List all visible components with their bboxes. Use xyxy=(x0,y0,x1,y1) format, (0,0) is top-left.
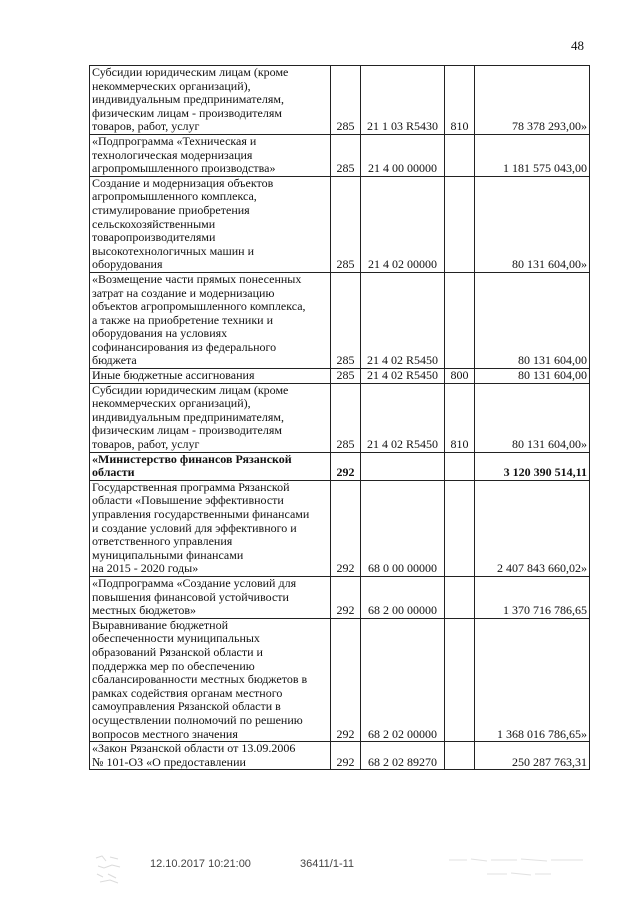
table-row xyxy=(90,383,590,452)
row-name: Создание и модернизация объектов агропромышленного комплекса, стимулирование приобретения сельскохозяйственными товаропроизводителями высокотехнологичных машин и оборудования xyxy=(90,176,331,272)
row-department-code: 285 xyxy=(331,272,361,368)
table-row xyxy=(90,272,590,368)
budget-table xyxy=(89,65,590,770)
row-target-article: 21 4 02 R5450 xyxy=(361,383,445,452)
row-amount: 78 378 293,00» xyxy=(475,66,590,135)
row-expense-type: 810 xyxy=(445,66,475,135)
row-department-code: 285 xyxy=(331,383,361,452)
row-name: Субсидии юридическим лицам (кроме некоммерческих организаций), индивидуальным предпринимателям, физическим лицам - производителям товаров, работ, услуг xyxy=(90,66,331,135)
row-amount: 1 181 575 043,00 xyxy=(475,134,590,176)
row-department-code: 285 xyxy=(331,134,361,176)
row-name: «Подпрограмма «Создание условий для повышения финансовой устойчивости местных бюджетов» xyxy=(90,576,331,618)
row-department-code: 292 xyxy=(331,480,361,576)
table-row-ministry xyxy=(90,452,590,480)
row-target-article: 68 2 02 00000 xyxy=(361,618,445,741)
row-target-article: 21 4 02 R5450 xyxy=(361,369,445,384)
row-department-code: 292 xyxy=(331,742,361,770)
row-name: «Возмещение части прямых понесенных затрат на создание и модернизацию объектов агропромышленного комплекса, а также на приобретение техники и оборудования на условиях софинансирования из федерального бюджета xyxy=(90,272,331,368)
footer-document-id: 36411/1-11 xyxy=(300,858,355,870)
row-department-code: 285 xyxy=(331,66,361,135)
row-name: Государственная программа Рязанской области «Повышение эффективности управления государственными финансами и создание условий для эффективного и ответственного управления муниципальными финансами на 2015 - 2020 годы» xyxy=(90,480,331,576)
row-name: Субсидии юридическим лицам (кроме некоммерческих организаций), индивидуальным предпринимателям, физическим лицам - производителям товаров, работ, услуг xyxy=(90,383,331,452)
footer-timestamp: 12.10.2017 10:21:00 xyxy=(150,858,251,870)
row-amount: 1 368 016 786,65» xyxy=(475,618,590,741)
page-number: 48 xyxy=(571,38,584,53)
row-expense-type xyxy=(445,618,475,741)
row-department-code: 285 xyxy=(331,176,361,272)
row-expense-type xyxy=(445,176,475,272)
table-row xyxy=(90,618,590,741)
table-row xyxy=(90,742,590,770)
row-expense-type xyxy=(445,576,475,618)
row-amount: 2 407 843 660,02» xyxy=(475,480,590,576)
row-department-code: 292 xyxy=(331,452,361,480)
table-row xyxy=(90,134,590,176)
row-target-article: 68 2 02 89270 xyxy=(361,742,445,770)
row-department-code: 292 xyxy=(331,618,361,741)
row-target-article: 21 4 02 R5450 xyxy=(361,272,445,368)
row-amount: 1 370 716 786,65 xyxy=(475,576,590,618)
row-department-code: 292 xyxy=(331,576,361,618)
row-expense-type xyxy=(445,272,475,368)
row-name: Иные бюджетные ассигнования xyxy=(90,369,331,384)
row-department-code: 285 xyxy=(331,369,361,384)
row-amount: 250 287 763,31 xyxy=(475,742,590,770)
row-name: «Министерство финансов Рязанской области xyxy=(90,452,331,480)
row-expense-type xyxy=(445,452,475,480)
row-amount: 80 131 604,00 xyxy=(475,369,590,384)
row-target-article: 21 1 03 R5430 xyxy=(361,66,445,135)
row-name: Выравнивание бюджетной обеспеченности муниципальных образований Рязанской области и поддержка мер по обеспечению сбалансированности местных бюджетов в рамках содействия органам местного самоуправления Рязанской области в осуществлении полномочий по решению вопросов местного значения xyxy=(90,618,331,741)
row-target-article: 21 4 02 00000 xyxy=(361,176,445,272)
row-name: «Закон Рязанской области от 13.09.2006 № 101-ОЗ «О предоставлении xyxy=(90,742,331,770)
faint-signature-mark xyxy=(447,852,587,880)
row-amount: 80 131 604,00» xyxy=(475,176,590,272)
row-expense-type: 810 xyxy=(445,383,475,452)
row-expense-type xyxy=(445,134,475,176)
row-name: «Подпрограмма «Техническая и технологическая модернизация агропромышленного производства» xyxy=(90,134,331,176)
row-expense-type xyxy=(445,742,475,770)
table-row xyxy=(90,576,590,618)
row-amount: 80 131 604,00» xyxy=(475,383,590,452)
faint-stamp-mark xyxy=(92,852,124,886)
row-amount: 80 131 604,00 xyxy=(475,272,590,368)
row-amount: 3 120 390 514,11 xyxy=(475,452,590,480)
table-row xyxy=(90,176,590,272)
row-expense-type: 800 xyxy=(445,369,475,384)
row-target-article: 68 0 00 00000 xyxy=(361,480,445,576)
table-row xyxy=(90,480,590,576)
table-row xyxy=(90,66,590,135)
table-row xyxy=(90,369,590,384)
row-target-article: 68 2 00 00000 xyxy=(361,576,445,618)
row-target-article: 21 4 00 00000 xyxy=(361,134,445,176)
row-target-article xyxy=(361,452,445,480)
row-expense-type xyxy=(445,480,475,576)
